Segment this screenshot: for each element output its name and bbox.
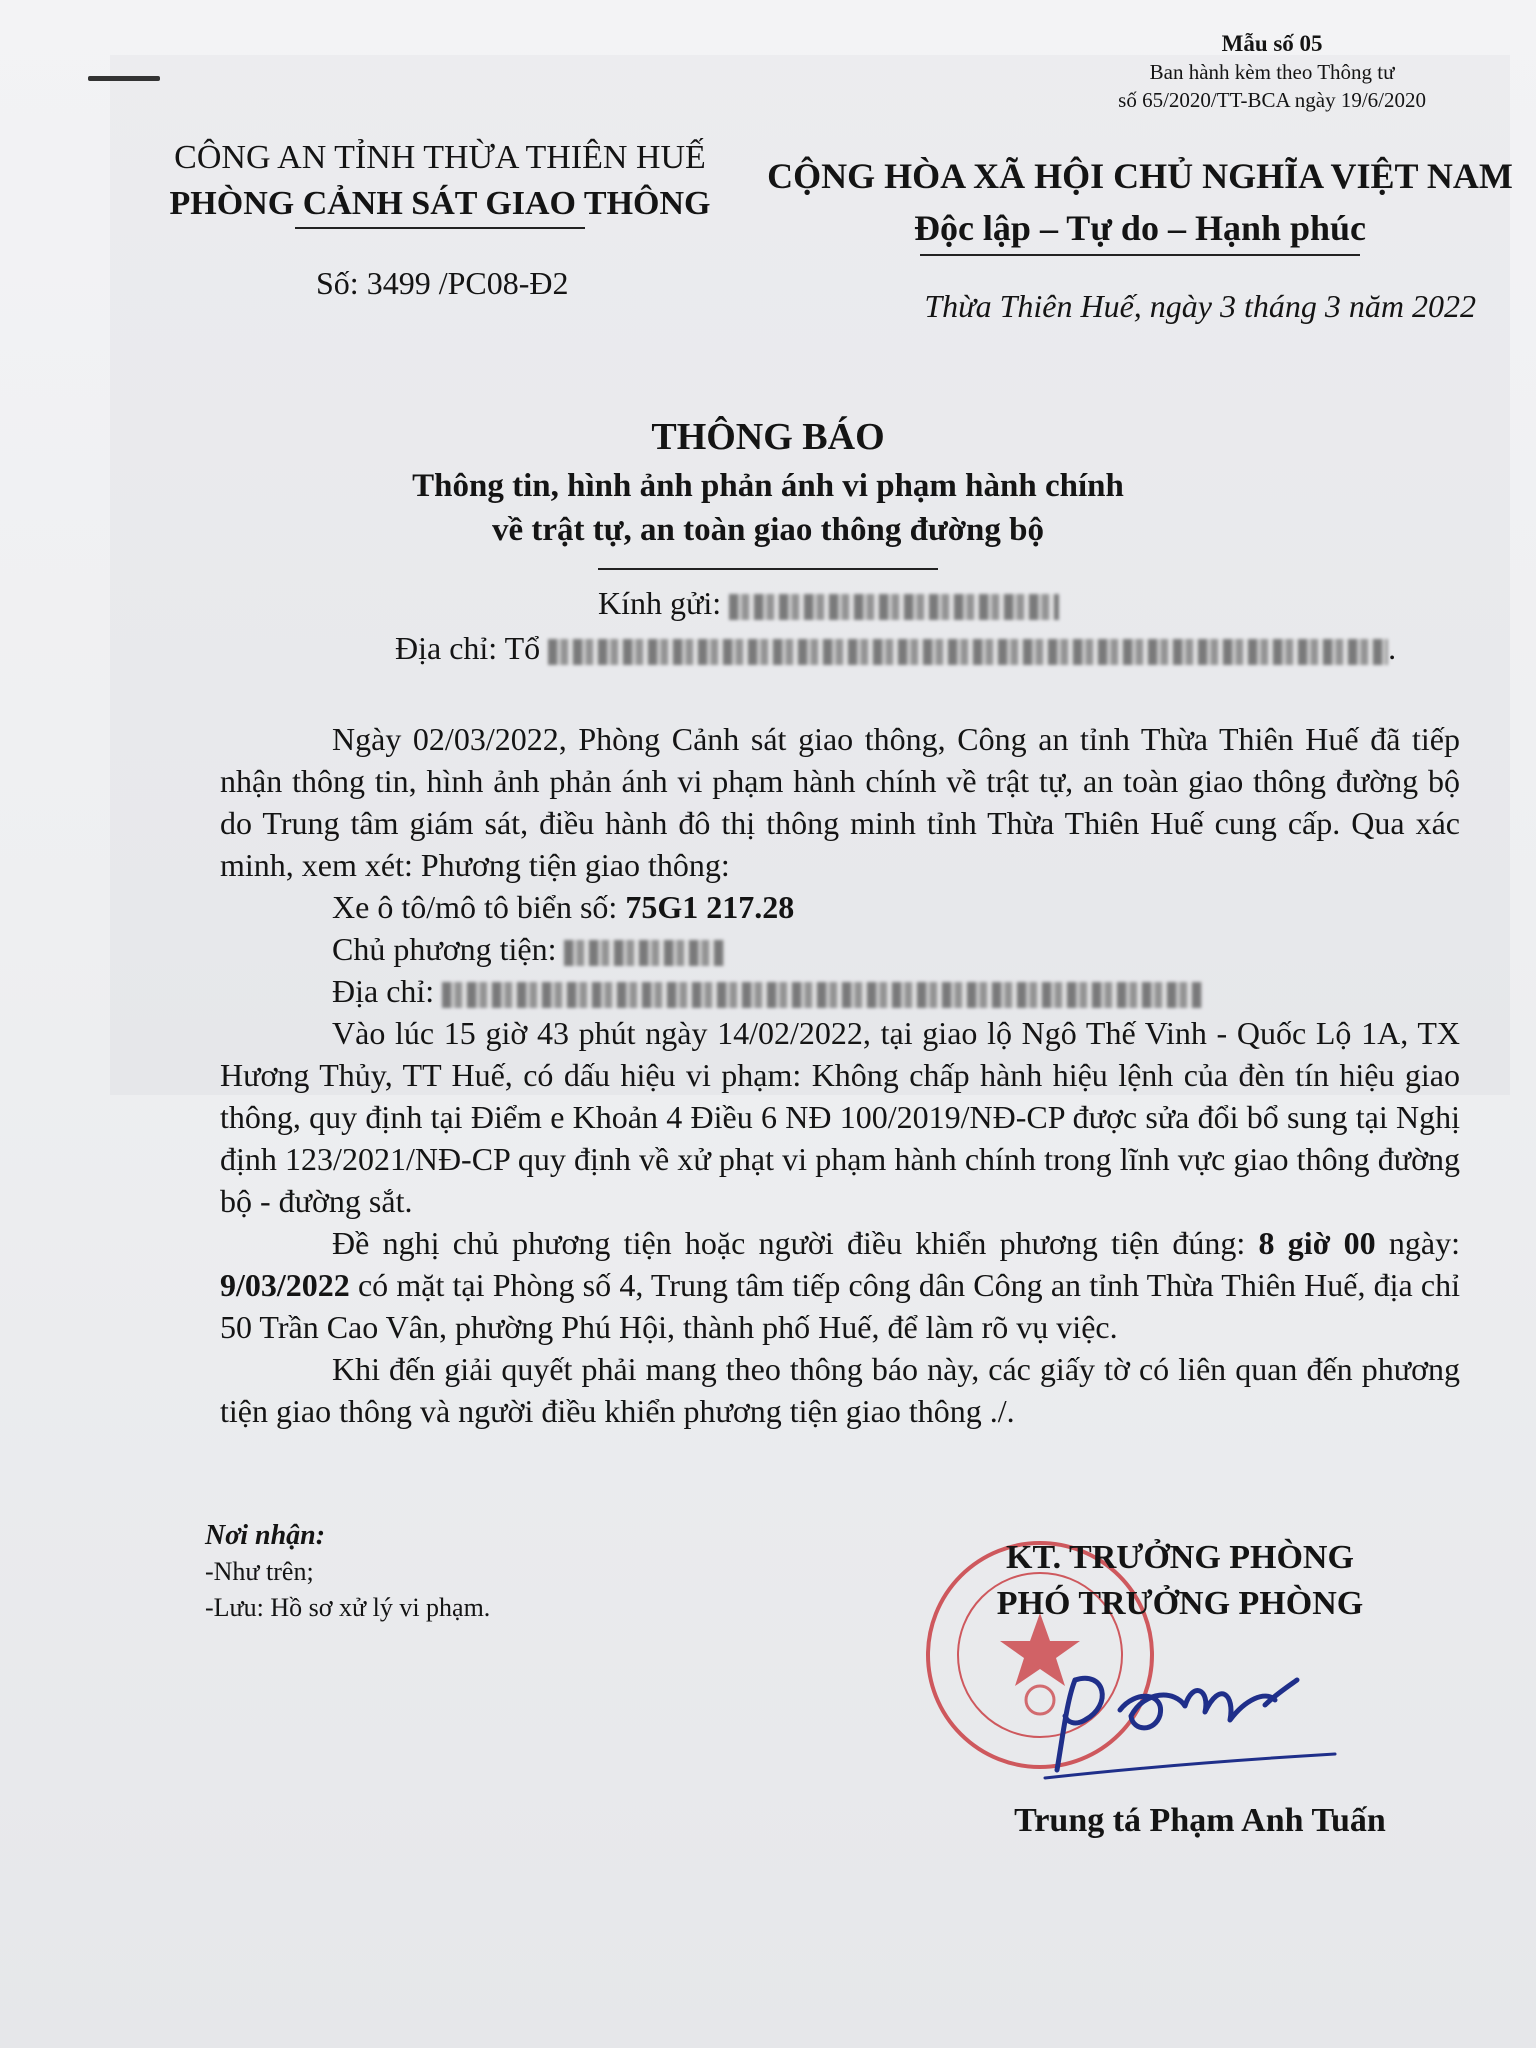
- form-circular: số 65/2020/TT-BCA ngày 19/6/2020: [1118, 88, 1426, 112]
- document-number: Số: 3499 /PC08-Đ2: [316, 265, 569, 301]
- owner-line: [220, 928, 1460, 970]
- issuing-agency-header: [140, 135, 740, 229]
- redacted-recipient-address: [548, 639, 1388, 665]
- margin-dash-mark: [88, 76, 160, 81]
- state-name: CỘNG HÒA XÃ HỘI CHỦ NGHĨA VIỆT NAM: [767, 156, 1513, 196]
- owner-address-label: Địa chỉ:: [332, 973, 435, 1009]
- document-body: [220, 718, 1460, 1432]
- national-header: [760, 150, 1520, 256]
- agency-name: CÔNG AN TỈNH THỪA THIÊN HUẾ: [174, 139, 706, 176]
- signature-title-block: [920, 1535, 1440, 1627]
- recipients-block: [205, 1518, 490, 1626]
- request-text-3: có mặt tại Phòng số 4, Trung tâm tiếp công dân Công an tỉnh Thừa Thiên Huế, địa chỉ 50 Trần Cao Vân, phường Phú Hội, thành phố Huế, để làm rõ vụ việc.: [220, 1267, 1460, 1345]
- title-underline: [598, 568, 938, 570]
- form-number: Mẫu số 05: [1221, 31, 1323, 56]
- recipients-label: Nơi nhận:: [205, 1520, 326, 1551]
- vehicle-plate-line: [220, 886, 1460, 928]
- request-time: 8 giờ 00: [1258, 1225, 1376, 1261]
- redacted-owner-name: [564, 940, 724, 966]
- motto: Độc lập – Tự do – Hạnh phúc: [913, 208, 1367, 248]
- department-name: PHÒNG CẢNH SÁT GIAO THÔNG: [169, 185, 711, 222]
- form-number-block: [1118, 30, 1426, 114]
- document-date: Thừa Thiên Huế, ngày 3 tháng 3 năm 2022: [924, 288, 1476, 324]
- recipient-address-line: [395, 630, 1396, 667]
- department-underline: [295, 227, 585, 229]
- signature-title-2: PHÓ TRƯỞNG PHÒNG: [996, 1585, 1364, 1622]
- redacted-owner-address: [442, 982, 1202, 1008]
- paragraph-receipt: Ngày 02/03/2022, Phòng Cảnh sát giao thông, Công an tỉnh Thừa Thiên Huế đã tiếp nhận thông tin, hình ảnh phản ánh vi phạm hành chính về trật tự, an toàn giao thông đường bộ do Trung tâm giám sát, điều hành đô thị thông minh tỉnh Thừa Thiên Huế cung cấp. Qua xác minh, xem xét: Phương tiện giao thông:: [220, 721, 1460, 883]
- title-line-1: Thông tin, hình ảnh phản ánh vi phạm hành chính: [412, 468, 1124, 504]
- signer-name: Trung tá Phạm Anh Tuấn: [1014, 1802, 1386, 1839]
- request-text-2: ngày:: [1375, 1225, 1460, 1261]
- paragraph-request: [220, 1222, 1460, 1348]
- recipient-address-label: Địa chỉ: Tổ: [395, 630, 541, 666]
- owner-label: Chủ phương tiện:: [332, 931, 557, 967]
- redacted-recipient-name: [729, 594, 1059, 620]
- request-text-1: Đề nghị chủ phương tiện hoặc người điều khiển phương tiện đúng:: [332, 1225, 1259, 1261]
- document-title: THÔNG BÁO: [651, 416, 885, 458]
- paragraph-violation: Vào lúc 15 giờ 43 phút ngày 14/02/2022, tại giao lộ Ngô Thế Vinh - Quốc Lộ 1A, TX Hương Thủy, TT Huế, có dấu hiệu vi phạm: Không chấp hành hiệu lệnh của đèn tín hiệu giao thông, quy định tại Điểm e Khoản 4 Điều 6 NĐ 100/2019/NĐ-CP được sửa đổi bổ sung tại Nghị định 123/2021/NĐ-CP quy định về xử phạt vi phạm hành chính trong lĩnh vực giao thông đường bộ - đường sắt.: [220, 1015, 1460, 1219]
- recipient-label: Kính gửi:: [598, 585, 722, 621]
- document-title-block: [0, 410, 1536, 570]
- form-issued-with: Ban hành kèm theo Thông tư: [1149, 60, 1395, 84]
- paragraph-closing: Khi đến giải quyết phải mang theo thông báo này, các giấy tờ có liên quan đến phương tiện giao thông và người điều khiển phương tiện giao thông ./.: [220, 1351, 1460, 1429]
- recipients-line-2: -Lưu: Hồ sơ xử lý vi phạm.: [205, 1593, 491, 1622]
- recipient-line: [598, 585, 1059, 622]
- owner-address-line: [220, 970, 1460, 1012]
- address-period: .: [1388, 630, 1397, 666]
- recipients-line-1: -Như trên;: [205, 1557, 314, 1586]
- handwritten-signature: [1035, 1650, 1345, 1800]
- plate-number: 75G1 217.28: [625, 889, 795, 925]
- signature-title-1: KT. TRƯỞNG PHÒNG: [1006, 1539, 1354, 1576]
- title-line-2: về trật tự, an toàn giao thông đường bộ: [491, 512, 1044, 548]
- request-date: 9/03/2022: [220, 1267, 350, 1303]
- plate-label: Xe ô tô/mô tô biển số:: [332, 889, 626, 925]
- motto-underline: [920, 254, 1360, 256]
